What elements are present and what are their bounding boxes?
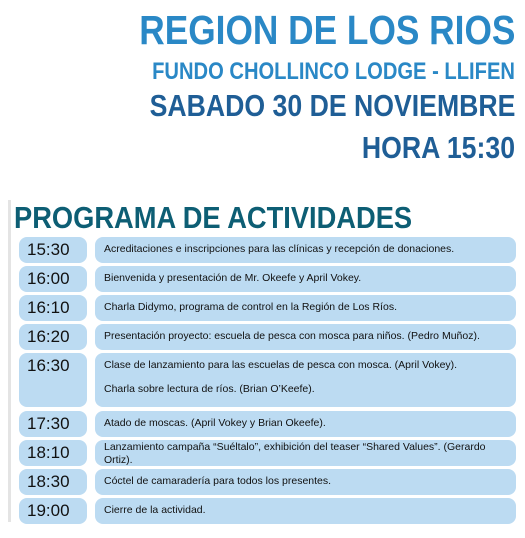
region-title: REGION DE LOS RIOS [138,7,515,53]
program-title: PROGRAMA DE ACTIVIDADES [14,200,413,235]
schedule-time: 15:30 [19,237,87,263]
left-divider [8,200,11,522]
schedule-description [95,295,516,321]
schedule-description [95,353,516,407]
schedule-description-line: Cóctel de camaradería para todos los presentes. [104,475,332,487]
schedule-description-line: Clase de lanzamiento para las escuelas de pesca con mosca. (April Vokey). [104,359,458,371]
schedule-description-line: Bienvenida y presentación de Mr. Okeefe y April Vokey. [104,272,362,284]
schedule-time: 18:30 [19,469,87,495]
schedule-description [95,498,516,524]
schedule-description [95,440,516,466]
schedule-description [95,266,516,292]
schedule-description-line: Presentación proyecto: escuela de pesca con mosca para niños. (Pedro Muñoz). [104,330,480,342]
schedule-time: 16:20 [19,324,87,350]
schedule-time: 16:10 [19,295,87,321]
schedule-time: 19:00 [19,498,87,524]
schedule-description-line: Charla sobre lectura de ríos. (Brian O’Keefe). [104,382,315,395]
schedule-description-line: Lanzamiento campaña “Suéltalo”, exhibición del teaser “Shared Values”. (Gerardo Ortiz). [104,441,486,466]
schedule-description-line: Acreditaciones e inscripciones para las clínicas y recepción de donaciones. [104,243,455,255]
event-date: SABADO 30 DE NOVIEMBRE [149,88,515,123]
event-start-time: HORA 15:30 [361,130,515,165]
schedule-description [95,237,516,263]
schedule-description-line: Charla Didymo, programa de control en la Región de Los Ríos. [104,301,397,313]
schedule-description-line: Cierre de la actividad. [104,504,206,516]
schedule-time: 18:10 [19,440,87,466]
schedule-description-line: Atado de moscas. (April Vokey y Brian Okeefe). [104,417,326,429]
schedule-time: 16:30 [19,353,87,407]
venue-subtitle: FUNDO CHOLLINCO LODGE - LLIFEN [152,58,515,85]
schedule-description [95,469,516,495]
schedule-time: 16:00 [19,266,87,292]
schedule-description [95,411,516,437]
schedule-description [95,324,516,350]
schedule-time: 17:30 [19,411,87,437]
